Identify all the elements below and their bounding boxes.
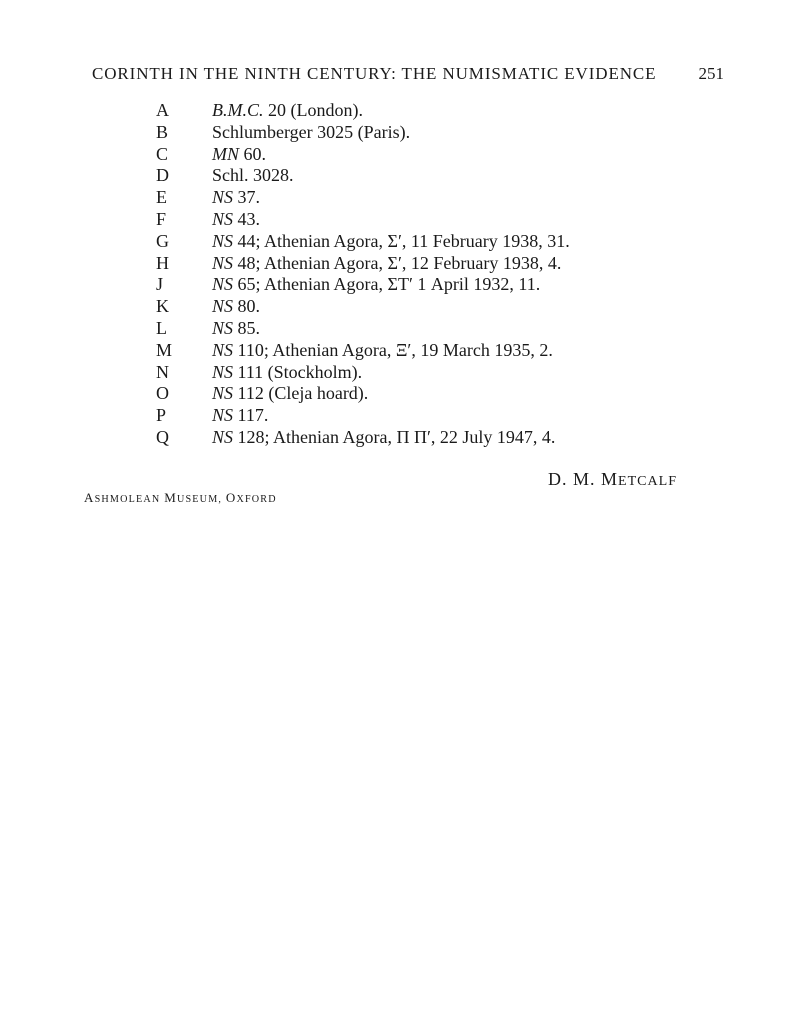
list-item [0, 383, 801, 405]
reference-text: 60. [239, 143, 266, 164]
specimen-reference [212, 362, 362, 384]
specimen-letter: J [156, 274, 164, 295]
affiliation-text: SHMOLEAN [94, 494, 165, 505]
catalogue-abbrev: NS [212, 339, 234, 360]
specimen-letter: M [156, 339, 173, 360]
reference-text: 37. [233, 187, 261, 208]
specimen-reference [212, 318, 260, 340]
specimen-letter: C [156, 143, 169, 164]
reference-text: Schlumberger 3025 (Paris). [212, 121, 411, 142]
catalogue-abbrev: NS [212, 426, 234, 447]
specimen-letter: H [156, 252, 169, 273]
reference-text: 112 (Cleja hoard). [233, 383, 369, 404]
author-surname-initial: M [601, 469, 619, 489]
specimen-letter: E [156, 187, 167, 208]
reference-text: 65; Athenian Agora, ΣΤ′ 1 April 1932, 11. [233, 274, 541, 295]
catalogue-abbrev: NS [212, 187, 234, 208]
specimen-reference [212, 144, 266, 166]
running-head [92, 64, 724, 84]
specimen-reference [212, 231, 570, 253]
catalogue-abbrev: NS [212, 317, 234, 338]
affiliation-letter: A [84, 490, 95, 505]
reference-text: 128; Athenian Agora, Π Π′, 22 July 1947, 4. [233, 426, 556, 447]
specimen-reference [212, 209, 260, 231]
list-item [0, 231, 801, 253]
specimen-reference [212, 274, 540, 296]
catalogue-abbrev: NS [212, 274, 234, 295]
reference-text: 20 (London). [263, 100, 363, 120]
list-item [0, 209, 801, 231]
specimen-letter: L [156, 317, 167, 338]
catalogue-abbrev: NS [212, 383, 234, 404]
reference-text: 110; Athenian Agora, Ξ′, 19 March 1935, 2. [233, 339, 553, 360]
list-item [0, 296, 801, 318]
list-item [0, 427, 801, 449]
reference-text: 85. [233, 317, 261, 338]
specimen-letter: B [156, 121, 169, 142]
specimen-letter: G [156, 230, 169, 251]
catalogue-abbrev: B.M.C. [212, 100, 264, 120]
list-item [0, 100, 801, 122]
specimen-letter: P [156, 405, 167, 426]
page-number: 251 [698, 64, 724, 83]
affiliation-letter: O [225, 490, 237, 505]
specimen-reference [212, 340, 553, 362]
specimen-letter: O [156, 383, 169, 404]
specimen-reference [212, 296, 260, 318]
catalogue-abbrev: NS [212, 208, 234, 229]
specimen-reference [212, 100, 363, 122]
reference-text: 48; Athenian Agora, Σ′, 12 February 1938, 4. [233, 252, 562, 273]
catalogue-abbrev: NS [212, 230, 234, 251]
list-item [0, 362, 801, 384]
reference-text: 80. [233, 296, 261, 317]
reference-text: Schl. 3028. [212, 165, 294, 186]
list-item [0, 165, 801, 187]
specimen-letter: K [156, 296, 169, 317]
list-item [0, 144, 801, 166]
specimen-reference [212, 187, 260, 209]
specimen-list [0, 100, 801, 449]
specimen-reference [212, 405, 268, 427]
list-item [0, 253, 801, 275]
reference-text: 44; Athenian Agora, Σ′, 11 February 1938, 31. [233, 230, 570, 251]
specimen-reference [212, 427, 555, 449]
catalogue-abbrev: MN [212, 143, 239, 164]
list-item [0, 187, 801, 209]
catalogue-abbrev: NS [212, 252, 234, 273]
reference-text: 111 (Stockholm). [233, 361, 363, 382]
specimen-reference [212, 122, 410, 144]
specimen-reference [212, 383, 368, 405]
specimen-reference [212, 253, 561, 275]
author-initials: D. M. [548, 469, 602, 489]
specimen-letter: Q [156, 426, 169, 447]
reference-text: 117. [233, 405, 269, 426]
reference-text: 43. [233, 208, 261, 229]
running-title: CORINTH IN THE NINTH CENTURY: THE NUMISMATIC EVIDENCE [92, 64, 657, 83]
specimen-letter: A [156, 100, 169, 120]
list-item [0, 122, 801, 144]
specimen-letter: F [156, 208, 167, 229]
specimen-letter: N [156, 361, 169, 382]
specimen-reference [212, 165, 294, 187]
author-signature [548, 469, 677, 490]
affiliation-text: XFORD [236, 494, 277, 505]
affiliation-letter: M [164, 490, 177, 505]
list-item [0, 340, 801, 362]
catalogue-abbrev: NS [212, 361, 234, 382]
catalogue-abbrev: NS [212, 296, 234, 317]
list-item [0, 318, 801, 340]
affiliation-text: USEUM, [176, 494, 226, 505]
list-item [0, 274, 801, 296]
author-surname-rest: ETCALF [618, 473, 678, 489]
catalogue-abbrev: NS [212, 405, 234, 426]
author-affiliation [84, 490, 277, 506]
specimen-letter: D [156, 165, 169, 186]
list-item [0, 405, 801, 427]
